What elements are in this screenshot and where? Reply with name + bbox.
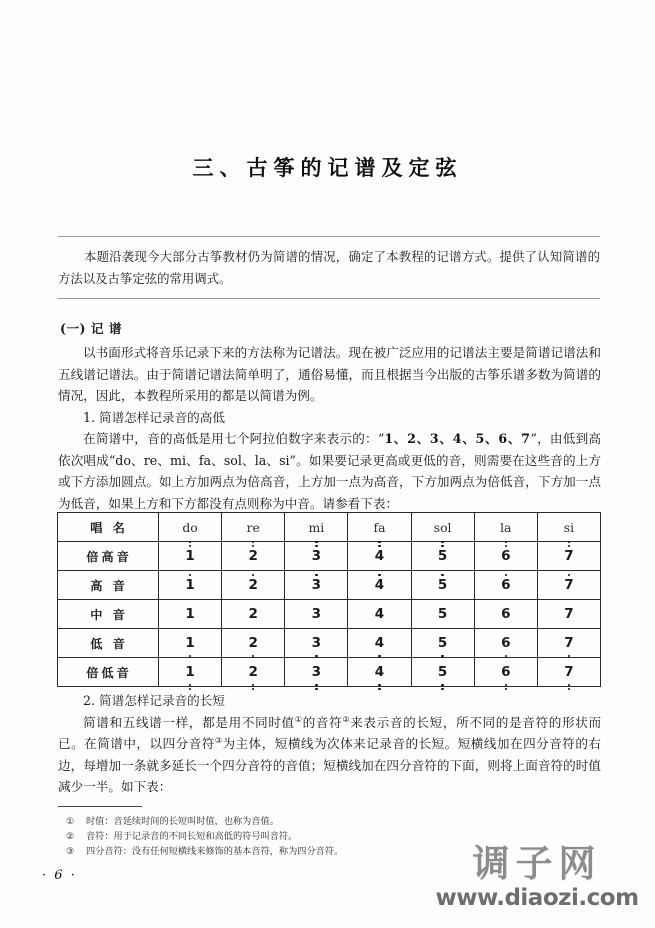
octave-dot-mark (249, 653, 258, 659)
section-duration (58, 690, 601, 798)
table-row-label: 倍低音 (58, 658, 159, 687)
abstract-block (58, 236, 600, 299)
section-one (58, 318, 601, 514)
octave-dot-mark (564, 539, 573, 549)
octave-dot-mark (312, 572, 321, 578)
table-cell-note (222, 571, 285, 600)
table-cell-note (537, 629, 600, 658)
octave-dot-mark (249, 539, 258, 549)
note-digit: 4 (375, 637, 384, 651)
octave-dot-mark (501, 539, 510, 549)
page-title: 三、古筝的记谱及定弦 (192, 155, 463, 180)
footnote-ref-2: ② (342, 714, 351, 724)
table-cell-note (411, 658, 474, 687)
footnote-item (58, 829, 518, 844)
note-digit: 6 (501, 550, 510, 564)
table-cell-note (411, 571, 474, 600)
table-cell-note (159, 658, 222, 687)
table-cell-note (159, 571, 222, 600)
table-row (58, 658, 601, 687)
subheading-duration: 2. 简谱怎样记录音的长短 (83, 693, 225, 708)
octave-dot-mark (312, 653, 321, 659)
note-digit: 4 (374, 606, 385, 623)
note-digit: 3 (312, 666, 321, 680)
table-cell-note (411, 629, 474, 658)
section-heading-jipu: (一) 记 谱 (60, 321, 122, 336)
note-digit: 1 (185, 637, 194, 651)
octave-dot-mark (375, 539, 384, 549)
table-cell-note (474, 600, 537, 629)
note-digit: 2 (249, 666, 258, 680)
watermark-brand: 调子网 (472, 842, 602, 885)
table-cell-note (222, 600, 285, 629)
footnote-marker: ② (66, 831, 75, 842)
note-digit: 1 (185, 550, 194, 564)
table-row-label: 倍高音 (58, 542, 159, 571)
table-cell-note (411, 600, 474, 629)
note-digit: 3 (312, 550, 321, 564)
table-cell-note (537, 658, 600, 687)
note-digit: 1 (185, 579, 194, 593)
subheading-pitch: 1. 简谱怎样记录音的高低 (83, 409, 225, 425)
pitch-table (57, 512, 601, 687)
table-cell-note (285, 658, 348, 687)
note-digit: 3 (312, 579, 321, 593)
table-row (58, 629, 601, 658)
table-cell-solfa: sol (411, 513, 474, 542)
footnote-ref-1: ① (294, 714, 303, 724)
pitch-table-wrapper (57, 512, 601, 687)
octave-dot-mark (312, 539, 321, 549)
note-digit: 3 (312, 637, 321, 651)
note-digit: 5 (437, 606, 448, 623)
note-digit: 7 (564, 637, 573, 651)
pitch-text-part-b: ”，由低到高依次唱成“do、re、mi、fa、sol、la、si”。如果要记录更高或更低的音，则需要在这些音的上方或下方添加圆点。如上方加两点为倍高音，上方加一点为高音，下方加两点为倍低音，下方加一点为低音，如果上方和下方都没有点则称为中音。请参看下表： (58, 431, 601, 511)
table-cell-note (411, 542, 474, 571)
table-cell-note (348, 542, 411, 571)
note-digit: 5 (438, 666, 447, 680)
pitch-digits: 1、2、3、4、5、6、7 (384, 431, 531, 446)
note-digit: 4 (375, 666, 384, 680)
note-digit: 6 (501, 606, 511, 623)
table-cell-note (474, 629, 537, 658)
note-digit: 7 (564, 579, 573, 593)
note-digit: 5 (438, 550, 447, 564)
note-digit: 1 (185, 606, 195, 623)
table-cell-note (159, 600, 222, 629)
octave-dot-mark (564, 572, 573, 578)
watermark (431, 843, 643, 911)
footnote-ref-3: ③ (214, 735, 223, 745)
footnote-text: 四分音符：没有任何短横线来修饰的基本音符，称为四分音符。 (86, 846, 344, 857)
note-digit: 2 (249, 579, 258, 593)
table-cell-note (222, 542, 285, 571)
octave-dot-mark (185, 539, 194, 549)
note-digit: 7 (564, 606, 574, 623)
table-cell-note (348, 658, 411, 687)
table-cell-note (348, 600, 411, 629)
table-cell-solfa: do (159, 513, 222, 542)
table-cell-note (222, 629, 285, 658)
table-row (58, 600, 601, 629)
table-row (58, 542, 601, 571)
table-cell-note (537, 542, 600, 571)
octave-dot-mark (501, 572, 510, 578)
note-digit: 7 (564, 550, 573, 564)
table-cell-note (222, 658, 285, 687)
duration-text-b: 的音符 (302, 714, 343, 730)
note-digit: 5 (438, 637, 447, 651)
table-row-label: 低 音 (58, 629, 159, 658)
footnote-item (58, 814, 518, 829)
footnote-marker: ③ (66, 846, 75, 857)
table-cell-note (285, 542, 348, 571)
table-row-header (58, 513, 601, 542)
table-cell-note (348, 629, 411, 658)
octave-dot-mark (185, 653, 194, 659)
table-cell-note (474, 571, 537, 600)
note-digit: 2 (249, 550, 258, 564)
footnote-text: 音符：用于记录音的不同长短和高低的符号叫音符。 (86, 831, 298, 842)
page-number: · 6 · (42, 868, 77, 883)
table-cell-note (348, 571, 411, 600)
table-row (58, 571, 601, 600)
note-digit: 5 (438, 579, 447, 593)
table-cell-solfa: si (537, 513, 600, 542)
table-cell-note (537, 571, 600, 600)
octave-dot-mark (438, 653, 447, 659)
table-cell-note (285, 571, 348, 600)
note-digit: 6 (501, 666, 510, 680)
table-cell-note (474, 658, 537, 687)
footnote-marker: ① (66, 816, 75, 827)
octave-dot-mark (375, 572, 384, 578)
table-cell-solfa: re (222, 513, 285, 542)
note-digit: 1 (185, 666, 194, 680)
abstract-text: 本题沿袭现今大部分古筝教材仍为简谱的情况，确定了本教程的记谱方式。提供了认知简谱的方法以及古筝定弦的常用调式。 (58, 249, 600, 286)
pitch-table-body (58, 513, 601, 687)
octave-dot-mark (185, 572, 194, 578)
note-digit: 4 (375, 579, 384, 593)
note-digit: 2 (249, 637, 258, 651)
table-cell-note (159, 542, 222, 571)
paragraph-notation-intro: 以书面形式将音乐记录下来的方法称为记谱法。现在被广泛应用的记谱法主要是简谱记谱法和五线谱记谱法。由于简谱记谱法简单明了，通俗易懂，而且根据当今出版的古筝乐谱多数为简谱的情况，因此，本教程所采用的都是以简谱为例。 (58, 345, 601, 403)
duration-text-a: 简谱和五线谱一样，都是用不同时值 (83, 714, 295, 730)
watermark-url: www.diaozi.com (435, 885, 639, 911)
octave-dot-mark (438, 539, 447, 549)
octave-dot-mark (438, 572, 447, 578)
paragraph-duration-explanation (58, 712, 601, 798)
octave-dot-mark (501, 653, 510, 659)
duration-text-d: 为主体，短横线为次体来记录音的长短。短横线加在四分音符的右边，每增加一条就多延长一个四分音符的音值；短横线加在四分音符的下面，则将上面音符的时值减少一半。如下表： (58, 736, 602, 794)
table-cell-note (285, 600, 348, 629)
octave-dot-mark (249, 572, 258, 578)
paragraph-pitch-explanation (58, 428, 601, 514)
note-digit: 6 (501, 579, 510, 593)
note-digit: 7 (564, 666, 573, 680)
table-cell-solfa: mi (285, 513, 348, 542)
pitch-text-part-a: 在简谱中，音的高低是用七个阿拉伯数字来表示的：“ (83, 431, 385, 446)
duration-text-c: 来表示音的长短，所不同的是音符的形状而已。在简谱中，以四分音符 (58, 714, 602, 751)
octave-dot-mark (564, 653, 573, 659)
table-cell-note (537, 600, 600, 629)
octave-dot-mark (375, 653, 384, 659)
note-digit: 6 (501, 637, 510, 651)
table-row-label: 中 音 (58, 600, 159, 629)
note-digit: 4 (375, 550, 384, 564)
footnote-text: 时值：音延续时间的长短叫时值，也称为音值。 (86, 816, 279, 827)
note-digit: 3 (311, 606, 322, 623)
table-row-label: 高 音 (58, 571, 159, 600)
note-digit: 2 (248, 606, 258, 623)
table-cell-note (474, 542, 537, 571)
table-cell-note (159, 629, 222, 658)
table-cell-solfa: fa (348, 513, 411, 542)
footnote-separator (58, 806, 142, 807)
table-cell-note (285, 629, 348, 658)
table-cell-solfa: la (474, 513, 537, 542)
table-header-changming: 唱 名 (58, 513, 159, 542)
